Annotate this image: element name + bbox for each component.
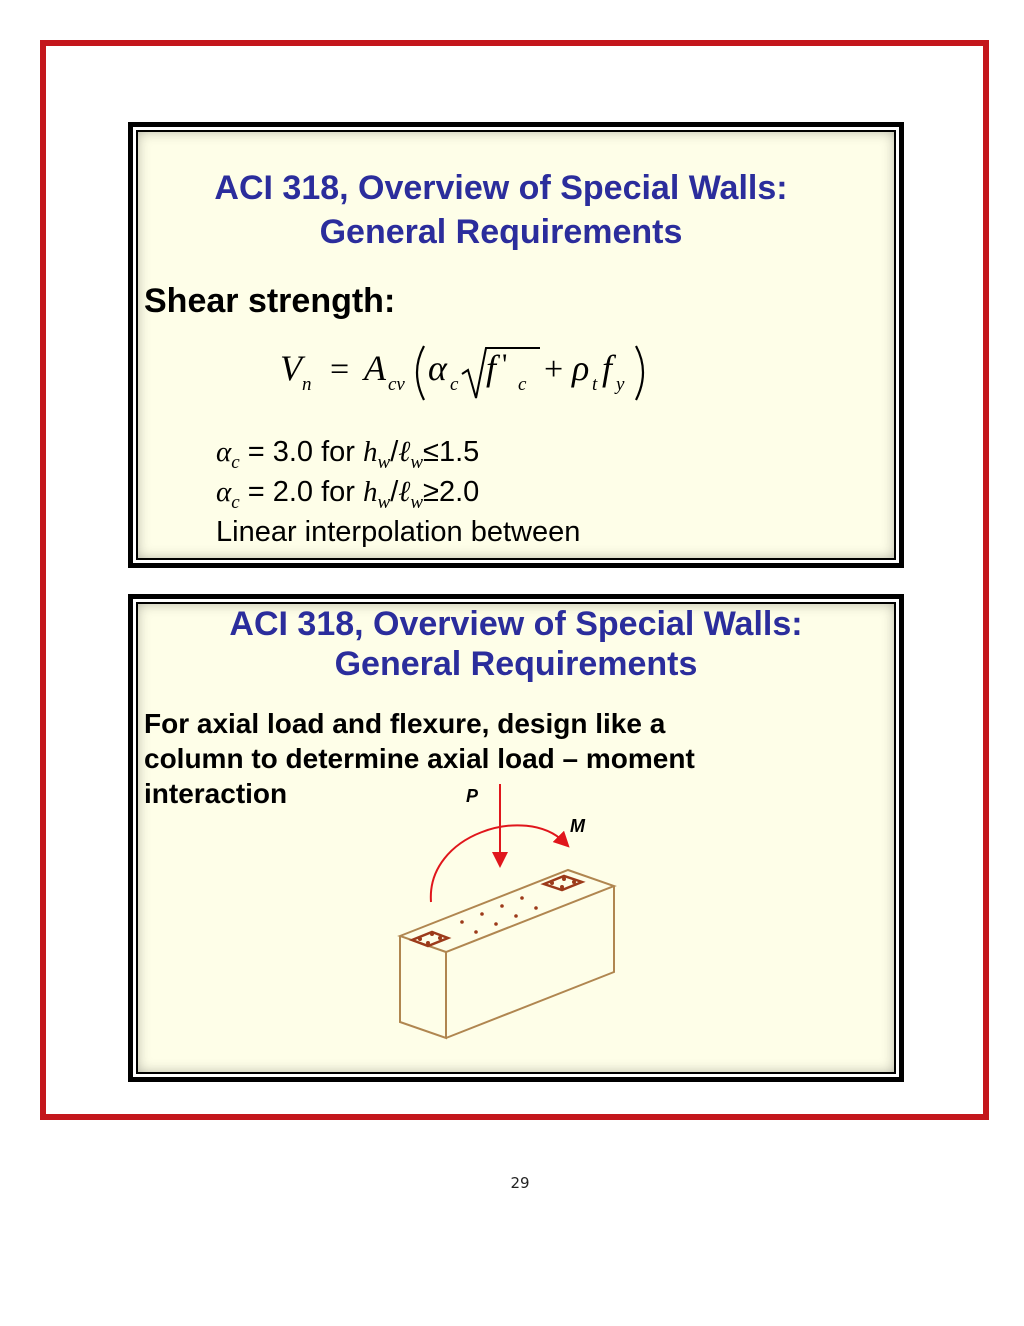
title-line-2: General Requirements [334, 645, 698, 683]
slide-content [133, 127, 899, 563]
svg-text:ρ: ρ [572, 348, 590, 388]
svg-text:cv: cv [388, 374, 405, 395]
svg-text:y: y [616, 374, 625, 395]
wall-load-diagram [386, 784, 666, 1054]
p-label: P [466, 786, 479, 806]
alpha1-condition: ≤1.5 [423, 436, 480, 468]
alpha1-equality: = 3.0 for [247, 436, 363, 468]
svg-text:t: t [592, 374, 598, 395]
svg-text:f: f [486, 348, 497, 388]
wall-outline [400, 870, 614, 1038]
slide-content [133, 599, 899, 1077]
svg-text:n: n [302, 374, 312, 395]
svg-text:f: f [602, 348, 613, 388]
boundary-element-left [412, 932, 448, 946]
svg-text:c: c [518, 374, 527, 395]
alpha-condition-2: $\alpha_c = 2.0$ for $h_w/\ell_w\ge 2.0$ [216, 476, 480, 513]
alpha-condition-1: $\alpha_c = 3.0$ for $h_w/\ell_w\le 1.5$ [216, 436, 480, 473]
slide-title [136, 604, 896, 684]
svg-text:A: A [364, 348, 386, 388]
svg-text:+: + [544, 351, 564, 388]
alpha2-condition: ≥2.0 [423, 476, 480, 508]
alpha2-equality: = 2.0 for [247, 476, 363, 508]
svg-text:c: c [450, 374, 459, 395]
body-line-3: interaction [144, 778, 288, 809]
page-number: 29 [510, 1174, 530, 1192]
slide-shear-strength [128, 122, 904, 568]
shear-strength-formula [280, 334, 680, 404]
body-line-1: For axial load and flexure, design like a [144, 708, 666, 739]
slide-title [106, 166, 896, 254]
title-line-1: ACI 318, Overview of Special Walls: [229, 605, 803, 643]
body-line-2: column to determine axial load – moment [144, 743, 695, 774]
moment-arrow [431, 825, 564, 902]
svg-text:α: α [428, 348, 447, 388]
svg-text:': ' [502, 348, 508, 381]
interpolation-note: Linear interpolation between [216, 516, 581, 548]
svg-text:V: V [280, 348, 302, 388]
svg-text:=: = [330, 351, 350, 388]
slide-axial-flexure [128, 594, 904, 1082]
m-label: M [570, 816, 585, 836]
title-line-1: ACI 318, Overview of Special Walls: [214, 169, 788, 207]
shear-strength-heading: Shear strength: [144, 282, 396, 320]
title-line-2: General Requirements [319, 213, 683, 251]
